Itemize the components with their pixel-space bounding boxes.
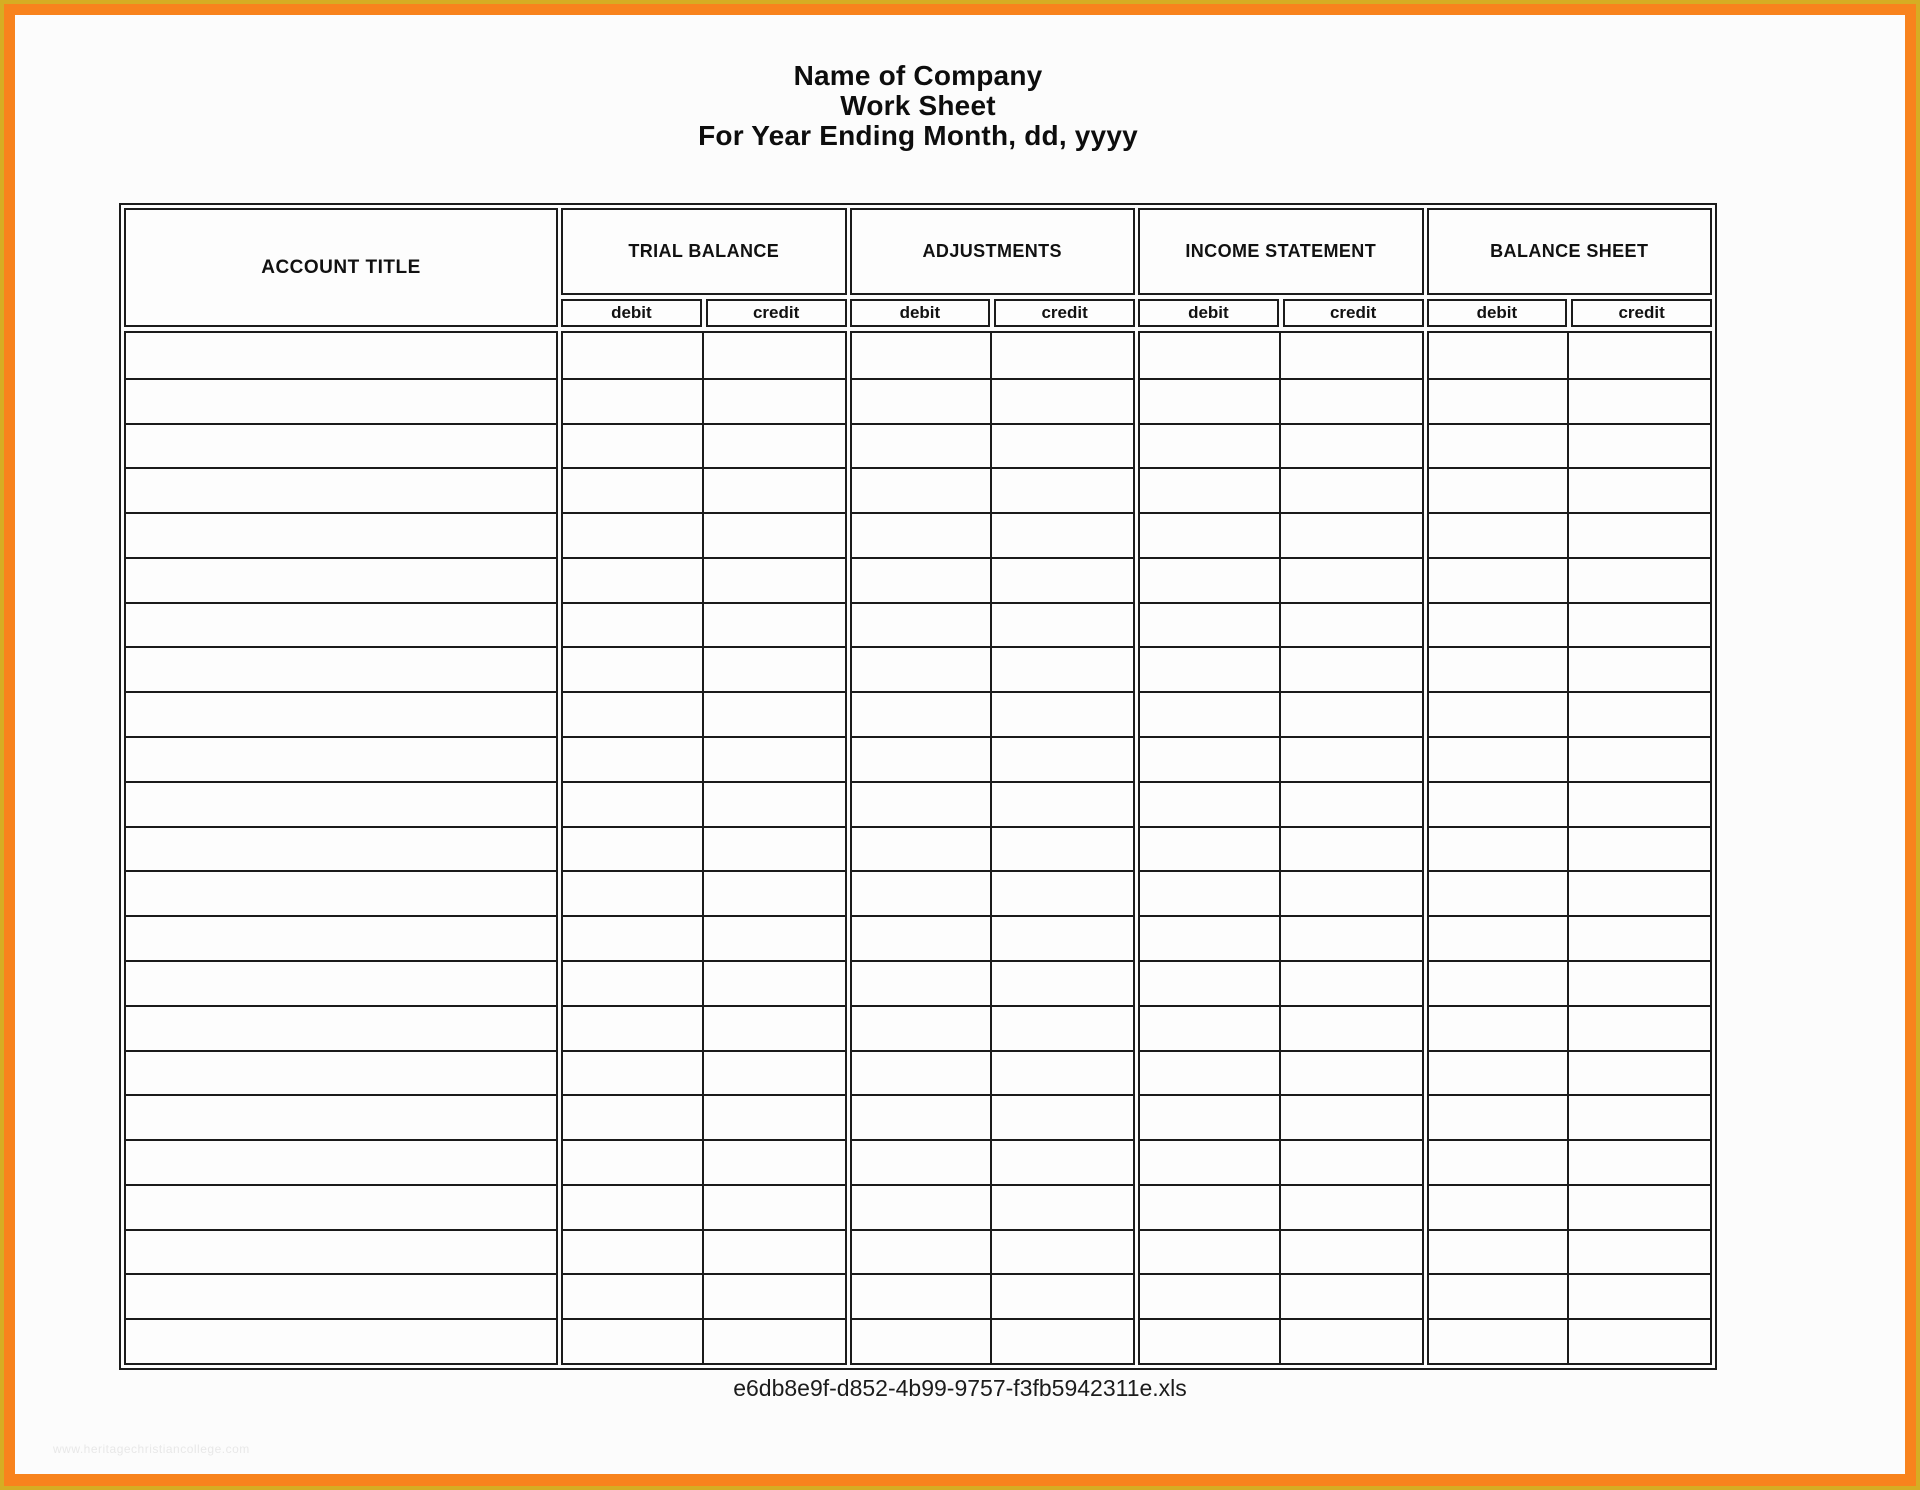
company-name-title: Name of Company xyxy=(793,60,1043,91)
body-cell xyxy=(126,467,556,512)
body-cell xyxy=(992,1229,1133,1274)
body-cell xyxy=(563,423,704,468)
body-cell xyxy=(1140,1184,1281,1229)
body-cell xyxy=(1429,870,1570,915)
body-cell xyxy=(1281,512,1422,557)
body-cell xyxy=(852,333,993,378)
body-cell xyxy=(704,781,845,826)
body-cell xyxy=(563,1094,704,1139)
body-cell xyxy=(126,1184,556,1229)
body-cell xyxy=(852,1094,993,1139)
body-cell xyxy=(126,870,556,915)
body-cell xyxy=(1569,467,1710,512)
body-cell xyxy=(1429,1005,1570,1050)
worksheet-table xyxy=(119,203,1717,1370)
body-cell xyxy=(992,602,1133,647)
account-title-body xyxy=(124,331,558,1365)
body-cell xyxy=(563,1273,704,1318)
account-title-column xyxy=(124,208,558,1365)
body-cell xyxy=(704,870,845,915)
body-cell xyxy=(563,602,704,647)
body-cell xyxy=(1429,781,1570,826)
body-cell xyxy=(704,736,845,781)
body-cell xyxy=(852,1050,993,1095)
balance-sheet-credit-header: credit xyxy=(1571,299,1712,327)
adjustments-column xyxy=(850,208,1136,1365)
body-cell xyxy=(1140,378,1281,423)
body-cell xyxy=(126,557,556,602)
body-cell xyxy=(1569,423,1710,468)
body-cell xyxy=(1140,557,1281,602)
trial-balance-credit-header: credit xyxy=(706,299,847,327)
body-cell xyxy=(704,960,845,1005)
body-cell xyxy=(704,1094,845,1139)
body-cell xyxy=(1429,467,1570,512)
body-cell xyxy=(1429,1094,1570,1139)
body-cell xyxy=(1281,333,1422,378)
body-cell xyxy=(992,870,1133,915)
body-cell xyxy=(1569,826,1710,871)
body-cell xyxy=(1140,646,1281,691)
body-cell xyxy=(126,333,556,378)
body-cell xyxy=(852,557,993,602)
adjustments-header: ADJUSTMENTS xyxy=(850,208,1136,295)
body-cell xyxy=(992,557,1133,602)
body-cell xyxy=(1569,1184,1710,1229)
document-title-block xyxy=(119,61,1717,151)
body-cell xyxy=(126,826,556,871)
body-cell xyxy=(126,1050,556,1095)
body-cell xyxy=(1140,602,1281,647)
body-cell xyxy=(563,1184,704,1229)
body-cell xyxy=(1569,915,1710,960)
body-cell xyxy=(1140,870,1281,915)
body-cell xyxy=(563,960,704,1005)
body-cell xyxy=(1140,467,1281,512)
body-cell xyxy=(1140,960,1281,1005)
body-cell xyxy=(1569,960,1710,1005)
income-statement-column xyxy=(1138,208,1424,1365)
body-cell xyxy=(126,736,556,781)
body-cell xyxy=(852,781,993,826)
body-cell xyxy=(126,646,556,691)
body-cell xyxy=(1429,378,1570,423)
worksheet-title: Work Sheet xyxy=(840,90,996,121)
body-cell xyxy=(992,423,1133,468)
body-cell xyxy=(563,1318,704,1363)
income-statement-debit-header: debit xyxy=(1138,299,1279,327)
body-cell xyxy=(1140,1318,1281,1363)
body-cell xyxy=(1140,423,1281,468)
body-cell xyxy=(852,960,993,1005)
body-cell xyxy=(1281,602,1422,647)
body-cell xyxy=(563,467,704,512)
body-cell xyxy=(1281,1184,1422,1229)
body-cell xyxy=(563,826,704,871)
body-cell xyxy=(563,1005,704,1050)
body-cell xyxy=(1429,423,1570,468)
body-cell xyxy=(852,467,993,512)
body-cell xyxy=(852,512,993,557)
body-cell xyxy=(126,378,556,423)
footer-filename: e6db8e9f-d852-4b99-9757-f3fb5942311e.xls xyxy=(733,1375,1187,1401)
balance-sheet-column xyxy=(1427,208,1713,1365)
body-cell xyxy=(704,512,845,557)
body-cell xyxy=(704,378,845,423)
body-cell xyxy=(1569,1273,1710,1318)
body-cell xyxy=(704,1229,845,1274)
body-cell xyxy=(563,512,704,557)
adjustments-debit-header: debit xyxy=(850,299,991,327)
body-cell xyxy=(992,333,1133,378)
body-cell xyxy=(704,691,845,736)
body-cell xyxy=(1569,333,1710,378)
body-cell xyxy=(852,1184,993,1229)
body-cell xyxy=(563,333,704,378)
body-cell xyxy=(563,1139,704,1184)
body-cell xyxy=(852,1229,993,1274)
body-cell xyxy=(992,512,1133,557)
body-cell xyxy=(704,1050,845,1095)
body-cell xyxy=(852,1005,993,1050)
body-cell xyxy=(1140,1094,1281,1139)
body-cell xyxy=(704,1139,845,1184)
body-cell xyxy=(1281,826,1422,871)
adjustments-subheader-row xyxy=(850,299,1136,327)
body-cell xyxy=(1569,781,1710,826)
body-cell xyxy=(1569,1229,1710,1274)
body-cell xyxy=(852,915,993,960)
body-cell xyxy=(1281,915,1422,960)
body-cell xyxy=(1281,960,1422,1005)
body-cell xyxy=(1429,1050,1570,1095)
body-cell xyxy=(563,736,704,781)
body-cell xyxy=(1569,646,1710,691)
body-cell xyxy=(1281,691,1422,736)
body-cell xyxy=(126,1273,556,1318)
body-cell xyxy=(1429,960,1570,1005)
body-cell xyxy=(992,1273,1133,1318)
body-cell xyxy=(1429,1139,1570,1184)
watermark-text: www.heritagechristiancollege.com xyxy=(53,1442,250,1456)
body-cell xyxy=(1429,1229,1570,1274)
body-cell xyxy=(852,646,993,691)
body-cell xyxy=(704,1273,845,1318)
body-cell xyxy=(126,1318,556,1363)
body-cell xyxy=(1429,1273,1570,1318)
body-cell xyxy=(992,1005,1133,1050)
body-cell xyxy=(1281,1318,1422,1363)
body-cell xyxy=(1569,1139,1710,1184)
body-cell xyxy=(992,736,1133,781)
body-cell xyxy=(1281,1139,1422,1184)
balance-sheet-debit-header: debit xyxy=(1427,299,1568,327)
body-cell xyxy=(704,557,845,602)
body-cell xyxy=(1429,826,1570,871)
body-cell xyxy=(1140,1273,1281,1318)
body-cell xyxy=(992,1094,1133,1139)
body-cell xyxy=(1140,1050,1281,1095)
body-cell xyxy=(563,781,704,826)
body-cell xyxy=(992,915,1133,960)
body-cell xyxy=(1569,870,1710,915)
body-cell xyxy=(1281,646,1422,691)
body-cell xyxy=(1429,1318,1570,1363)
body-cell xyxy=(1569,1318,1710,1363)
body-cell xyxy=(992,1318,1133,1363)
body-cell xyxy=(1569,602,1710,647)
body-cell xyxy=(1140,1139,1281,1184)
body-cell xyxy=(852,1139,993,1184)
trial-balance-debit-header: debit xyxy=(561,299,702,327)
body-cell xyxy=(563,1229,704,1274)
body-cell xyxy=(992,691,1133,736)
body-cell xyxy=(1429,512,1570,557)
income-statement-credit-header: credit xyxy=(1283,299,1424,327)
body-cell xyxy=(1281,1094,1422,1139)
body-cell xyxy=(992,1184,1133,1229)
income-statement-header: INCOME STATEMENT xyxy=(1138,208,1424,295)
body-cell xyxy=(1429,646,1570,691)
body-cell xyxy=(1569,512,1710,557)
balance-sheet-subheader-row xyxy=(1427,299,1713,327)
body-cell xyxy=(126,512,556,557)
body-cell xyxy=(1140,736,1281,781)
body-cell xyxy=(126,1005,556,1050)
document-page xyxy=(15,15,1905,1474)
body-cell xyxy=(992,378,1133,423)
body-cell xyxy=(704,1318,845,1363)
body-cell xyxy=(852,870,993,915)
body-cell xyxy=(704,646,845,691)
body-cell xyxy=(992,826,1133,871)
body-cell xyxy=(1281,781,1422,826)
body-cell xyxy=(704,826,845,871)
body-cell xyxy=(1140,915,1281,960)
trial-balance-column xyxy=(561,208,847,1365)
body-cell xyxy=(992,781,1133,826)
body-cell xyxy=(1140,1229,1281,1274)
body-cell xyxy=(704,1005,845,1050)
body-cell xyxy=(1281,736,1422,781)
body-cell xyxy=(126,423,556,468)
body-cell xyxy=(1281,1050,1422,1095)
body-cell xyxy=(704,915,845,960)
body-cell xyxy=(1569,557,1710,602)
body-cell xyxy=(1281,423,1422,468)
body-cell xyxy=(704,602,845,647)
body-cell xyxy=(852,1318,993,1363)
period-title: For Year Ending Month, dd, yyyy xyxy=(698,120,1138,151)
body-cell xyxy=(704,467,845,512)
body-cell xyxy=(563,870,704,915)
body-cell xyxy=(1429,691,1570,736)
body-cell xyxy=(1281,557,1422,602)
body-cell xyxy=(852,736,993,781)
income-statement-body xyxy=(1138,331,1424,1365)
body-cell xyxy=(1429,602,1570,647)
trial-balance-subheader-row xyxy=(561,299,847,327)
body-cell xyxy=(992,467,1133,512)
body-cell xyxy=(1281,1229,1422,1274)
body-cell xyxy=(563,915,704,960)
body-cell xyxy=(1429,736,1570,781)
body-cell xyxy=(563,378,704,423)
balance-sheet-body xyxy=(1427,331,1713,1365)
balance-sheet-header: BALANCE SHEET xyxy=(1427,208,1713,295)
body-cell xyxy=(1429,557,1570,602)
body-cell xyxy=(126,1229,556,1274)
body-cell xyxy=(1569,1005,1710,1050)
body-cell xyxy=(852,378,993,423)
body-cell xyxy=(1140,1005,1281,1050)
body-cell xyxy=(1281,467,1422,512)
income-statement-subheader-row xyxy=(1138,299,1424,327)
body-cell xyxy=(1569,1050,1710,1095)
body-cell xyxy=(1569,691,1710,736)
body-cell xyxy=(852,826,993,871)
body-cell xyxy=(1281,1273,1422,1318)
body-cell xyxy=(992,1139,1133,1184)
body-cell xyxy=(126,781,556,826)
body-cell xyxy=(126,602,556,647)
body-cell xyxy=(704,1184,845,1229)
body-cell xyxy=(126,1139,556,1184)
body-cell xyxy=(1140,826,1281,871)
body-cell xyxy=(1429,333,1570,378)
body-cell xyxy=(1281,378,1422,423)
body-cell xyxy=(563,557,704,602)
body-cell xyxy=(704,423,845,468)
body-cell xyxy=(852,1273,993,1318)
body-cell xyxy=(1281,1005,1422,1050)
body-cell xyxy=(563,1050,704,1095)
body-cell xyxy=(992,646,1133,691)
account-title-header: ACCOUNT TITLE xyxy=(124,208,558,327)
body-cell xyxy=(704,333,845,378)
body-cell xyxy=(992,960,1133,1005)
body-cell xyxy=(852,423,993,468)
body-cell xyxy=(1140,781,1281,826)
body-cell xyxy=(126,915,556,960)
body-cell xyxy=(1281,870,1422,915)
body-cell xyxy=(563,691,704,736)
body-cell xyxy=(992,1050,1133,1095)
body-cell xyxy=(126,960,556,1005)
adjustments-credit-header: credit xyxy=(994,299,1135,327)
trial-balance-body xyxy=(561,331,847,1365)
body-cell xyxy=(126,691,556,736)
body-cell xyxy=(1569,1094,1710,1139)
body-cell xyxy=(1140,333,1281,378)
body-cell xyxy=(1569,378,1710,423)
adjustments-body xyxy=(850,331,1136,1365)
trial-balance-header: TRIAL BALANCE xyxy=(561,208,847,295)
body-cell xyxy=(1429,915,1570,960)
body-cell xyxy=(1569,736,1710,781)
body-cell xyxy=(1140,691,1281,736)
body-cell xyxy=(126,1094,556,1139)
body-cell xyxy=(563,646,704,691)
body-cell xyxy=(852,691,993,736)
body-cell xyxy=(1429,1184,1570,1229)
body-cell xyxy=(852,602,993,647)
body-cell xyxy=(1140,512,1281,557)
